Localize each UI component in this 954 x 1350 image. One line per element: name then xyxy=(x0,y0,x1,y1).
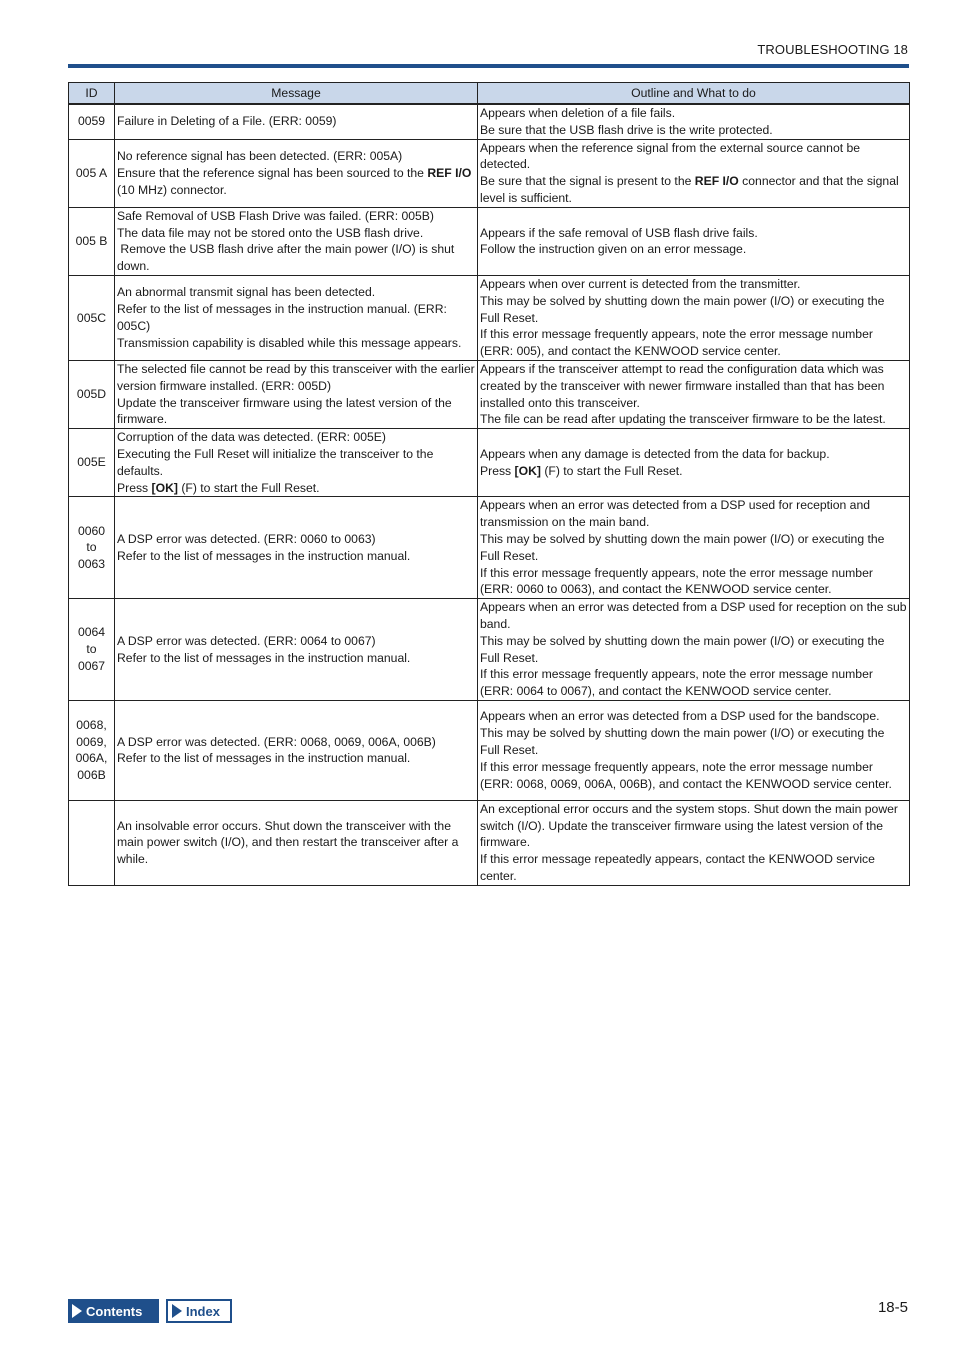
table-row xyxy=(69,275,910,360)
outline-line xyxy=(480,122,907,139)
message-cell xyxy=(115,360,478,428)
text-segment: Refer to the list of messages in the instruction manual. (ERR: 005C) xyxy=(117,302,447,333)
text-segment: Refer to the list of messages in the instruction manual. xyxy=(117,650,411,665)
id-line: 005E xyxy=(77,455,106,470)
outline-cell xyxy=(478,139,910,207)
text-segment: An exceptional error occurs and the system stops. Shut down the main power switch (I/O). Update the transceiver firmware using the latest version of the firmware. xyxy=(480,801,898,850)
text-segment: Appears if the transceiver attempt to read the configuration data which was created by the transceiver with newer firmware installed than that has been installed onto this transceiver. xyxy=(480,361,885,410)
outline-line xyxy=(480,173,907,207)
text-segment: The selected file cannot be read by this transceiver with the earlier version firmware installed. (ERR: 005D) xyxy=(117,361,475,393)
outline-line xyxy=(480,708,907,725)
text-segment: This may be solved by shutting down the main power (I/O) or executing the Full Reset. xyxy=(480,293,885,325)
text-segment: Refer to the list of messages in the instruction manual. xyxy=(117,548,411,563)
message-cell xyxy=(115,497,478,599)
text-segment: Executing the Full Reset will initialize the transceiver to the defaults. xyxy=(117,446,434,478)
id-line: 0059 xyxy=(77,114,106,129)
id-line: to xyxy=(86,540,97,555)
id-cell xyxy=(69,700,115,800)
id-line: 0069, xyxy=(76,734,107,749)
text-segment: Transmission capability is disabled while this message appears. xyxy=(117,335,462,350)
id-line: 006B xyxy=(77,768,106,783)
id-line: 0068, xyxy=(76,717,107,732)
contents-label: Contents xyxy=(86,1303,143,1319)
outline-cell xyxy=(478,104,910,139)
message-line xyxy=(117,818,475,868)
message-line xyxy=(117,480,475,497)
table-header-row xyxy=(69,83,910,105)
header-rule xyxy=(68,64,909,68)
message-cell xyxy=(115,700,478,800)
outline-line xyxy=(480,105,907,122)
outline-line xyxy=(480,276,907,293)
table-row xyxy=(69,139,910,207)
outline-line xyxy=(480,851,907,885)
outline-line xyxy=(480,497,907,531)
message-line xyxy=(117,750,475,767)
text-segment: Safe Removal of USB Flash Drive was failed. (ERR: 005B) xyxy=(117,208,434,223)
id-cell xyxy=(69,429,115,497)
message-line xyxy=(117,208,475,225)
text-segment: Appears if the safe removal of USB flash drive fails. xyxy=(480,225,758,240)
play-arrow-icon xyxy=(72,1304,82,1318)
text-segment: Appears when deletion of a file fails. xyxy=(480,106,676,120)
message-cell xyxy=(115,139,478,207)
message-line xyxy=(117,361,475,395)
outline-cell xyxy=(478,599,910,701)
id-cell xyxy=(69,207,115,275)
id-line: 005D xyxy=(76,387,107,402)
text-segment: Remove the USB flash drive after the main power (I/O) is shut down. xyxy=(117,242,455,274)
id-cell xyxy=(69,275,115,360)
text-segment: If this error message frequently appears, note the error message number (ERR: 0060 to 0063), and contact the KENWOOD service center. xyxy=(480,565,873,597)
bold-text: [OK] xyxy=(151,480,178,495)
outline-line xyxy=(480,293,907,327)
outline-line xyxy=(480,599,907,633)
outline-line xyxy=(480,565,907,599)
table-row xyxy=(69,700,910,800)
message-cell xyxy=(115,800,478,885)
outline-line xyxy=(480,361,907,411)
text-segment: Update the transceiver firmware using the latest version of the firmware. xyxy=(117,395,452,427)
text-segment: If this error message frequently appears, note the error message number (ERR: 005), and contact the KENWOOD service center. xyxy=(480,327,873,359)
text-segment: Failure in Deleting of a File. (ERR: 0059) xyxy=(117,114,337,129)
text-segment: connector and that the signal level is sufficient. xyxy=(480,174,899,205)
id-cell xyxy=(69,599,115,701)
text-segment: The data file may not be stored onto the USB flash drive. xyxy=(117,225,424,240)
message-line xyxy=(117,225,475,242)
text-segment: Appears when the reference signal from the external source cannot be detected. xyxy=(480,140,861,172)
outline-line xyxy=(480,225,907,242)
outline-line xyxy=(480,241,907,258)
text-segment: This may be solved by shutting down the main power (I/O) or executing the Full Reset. xyxy=(480,531,885,563)
text-segment: If this error message frequently appears, note the error message number (ERR: 0064 to 0067), and contact the KENWOOD service center. xyxy=(480,667,873,699)
text-segment: If this error message repeatedly appears, contact the KENWOOD service center. xyxy=(480,852,875,884)
message-line xyxy=(117,548,475,565)
bold-text: REF I/O xyxy=(427,165,472,180)
id-line: 0067 xyxy=(77,658,106,673)
outline-cell xyxy=(478,800,910,885)
contents-button[interactable] xyxy=(68,1299,159,1323)
id-cell xyxy=(69,800,115,885)
id-line: 005 A xyxy=(75,165,108,180)
text-segment: This may be solved by shutting down the main power (I/O) or executing the Full Reset. xyxy=(480,726,885,757)
outline-line xyxy=(480,326,907,360)
id-cell xyxy=(69,104,115,139)
text-segment: Ensure that the reference signal has been sourced to the xyxy=(117,165,428,180)
outline-cell xyxy=(478,207,910,275)
id-line: 0060 xyxy=(77,523,106,538)
message-cell xyxy=(115,275,478,360)
outline-line xyxy=(480,446,907,463)
outline-line xyxy=(480,801,907,851)
message-line xyxy=(117,113,475,130)
message-line xyxy=(117,429,475,446)
text-segment: A DSP error was detected. (ERR: 0068, 0069, 006A, 006B) xyxy=(117,734,436,749)
text-segment: The file can be read after updating the transceiver firmware to be the latest. xyxy=(480,412,886,427)
text-segment: An abnormal transmit signal has been detected. xyxy=(117,285,376,300)
column-header-id: ID xyxy=(69,83,115,105)
outline-cell xyxy=(478,700,910,800)
table-row xyxy=(69,599,910,701)
message-cell xyxy=(115,207,478,275)
column-header-message: Message xyxy=(115,83,478,105)
id-line: 006A, xyxy=(75,751,108,766)
text-segment: Appears when an error was detected from a DSP used for the bandscope. xyxy=(480,709,880,724)
message-cell xyxy=(115,104,478,139)
table-row xyxy=(69,104,910,139)
text-segment: Be sure that the USB flash drive is the write protected. xyxy=(480,122,773,137)
text-segment: (F) to start the Full Reset. xyxy=(540,463,683,478)
id-line: 0063 xyxy=(77,557,106,572)
table-row xyxy=(69,360,910,428)
page-header-title: TROUBLESHOOTING 18 xyxy=(757,42,908,57)
message-cell xyxy=(115,599,478,701)
outline-line xyxy=(480,531,907,565)
text-segment: An insolvable error occurs. Shut down the transceiver with the main power switch (I/O), and then restart the transceiver after a while. xyxy=(117,818,459,867)
message-line xyxy=(117,301,475,335)
outline-line xyxy=(480,633,907,667)
id-cell xyxy=(69,497,115,599)
table-row xyxy=(69,800,910,885)
outline-line xyxy=(480,140,907,174)
bold-text: REF I/O xyxy=(694,174,739,189)
table-row xyxy=(69,207,910,275)
message-line xyxy=(117,446,475,480)
text-segment: (F) to start the Full Reset. xyxy=(177,480,320,495)
index-label: Index xyxy=(186,1303,220,1319)
table-row xyxy=(69,429,910,497)
message-line xyxy=(117,165,475,199)
text-segment: Appears when over current is detected from the transmitter. xyxy=(480,276,801,291)
text-segment: Corruption of the data was detected. (ERR: 005E) xyxy=(117,430,386,445)
text-segment: (10 MHz) connector. xyxy=(117,182,227,197)
bold-text: [OK] xyxy=(514,463,541,478)
text-segment: No reference signal has been detected. (ERR: 005A) xyxy=(117,148,403,163)
id-line: 0064 xyxy=(77,625,106,640)
id-line: 005C xyxy=(76,310,107,325)
table-row xyxy=(69,497,910,599)
id-cell xyxy=(69,139,115,207)
message-line xyxy=(117,148,475,165)
message-line xyxy=(117,734,475,751)
message-line xyxy=(117,650,475,667)
column-header-outline: Outline and What to do xyxy=(478,83,910,105)
play-arrow-icon xyxy=(172,1304,182,1318)
outline-cell xyxy=(478,429,910,497)
outline-cell xyxy=(478,497,910,599)
text-segment: Appears when an error was detected from a DSP used for reception on the sub band. xyxy=(480,600,907,631)
text-segment: A DSP error was detected. (ERR: 0064 to 0067) xyxy=(117,633,376,648)
message-line xyxy=(117,633,475,650)
outline-line xyxy=(480,759,907,793)
outline-cell xyxy=(478,360,910,428)
outline-line xyxy=(480,463,907,480)
text-segment: Refer to the list of messages in the instruction manual. xyxy=(117,751,411,766)
outline-line xyxy=(480,411,907,428)
text-segment: This may be solved by shutting down the main power (I/O) or executing the Full Reset. xyxy=(480,633,885,665)
message-line xyxy=(117,395,475,429)
text-segment: Be sure that the signal is present to the xyxy=(480,174,695,189)
index-button[interactable] xyxy=(166,1299,232,1323)
text-segment: Appears when an error was detected from a DSP used for reception and transmission on the main band. xyxy=(480,498,870,530)
text-segment: A DSP error was detected. (ERR: 0060 to 0063) xyxy=(117,531,376,546)
message-cell xyxy=(115,429,478,497)
outline-line xyxy=(480,725,907,759)
id-line: to xyxy=(86,642,97,657)
text-segment: If this error message frequently appears, note the error message number (ERR: 0068, 0069, 006A, 006B), and contact the KENWOOD service center. xyxy=(480,759,892,791)
outline-line xyxy=(480,666,907,700)
page-number: 18-5 xyxy=(877,1299,908,1316)
text-segment: Press xyxy=(480,463,515,478)
message-line xyxy=(117,241,475,275)
error-table xyxy=(68,82,910,886)
message-line xyxy=(117,335,475,352)
id-cell xyxy=(69,360,115,428)
text-segment: Press xyxy=(117,480,152,495)
text-segment: Follow the instruction given on an error message. xyxy=(480,242,747,257)
message-line xyxy=(117,284,475,301)
message-line xyxy=(117,531,475,548)
id-line: 005 B xyxy=(75,233,108,248)
text-segment: Appears when any damage is detected from the data for backup. xyxy=(480,446,830,461)
outline-cell xyxy=(478,275,910,360)
